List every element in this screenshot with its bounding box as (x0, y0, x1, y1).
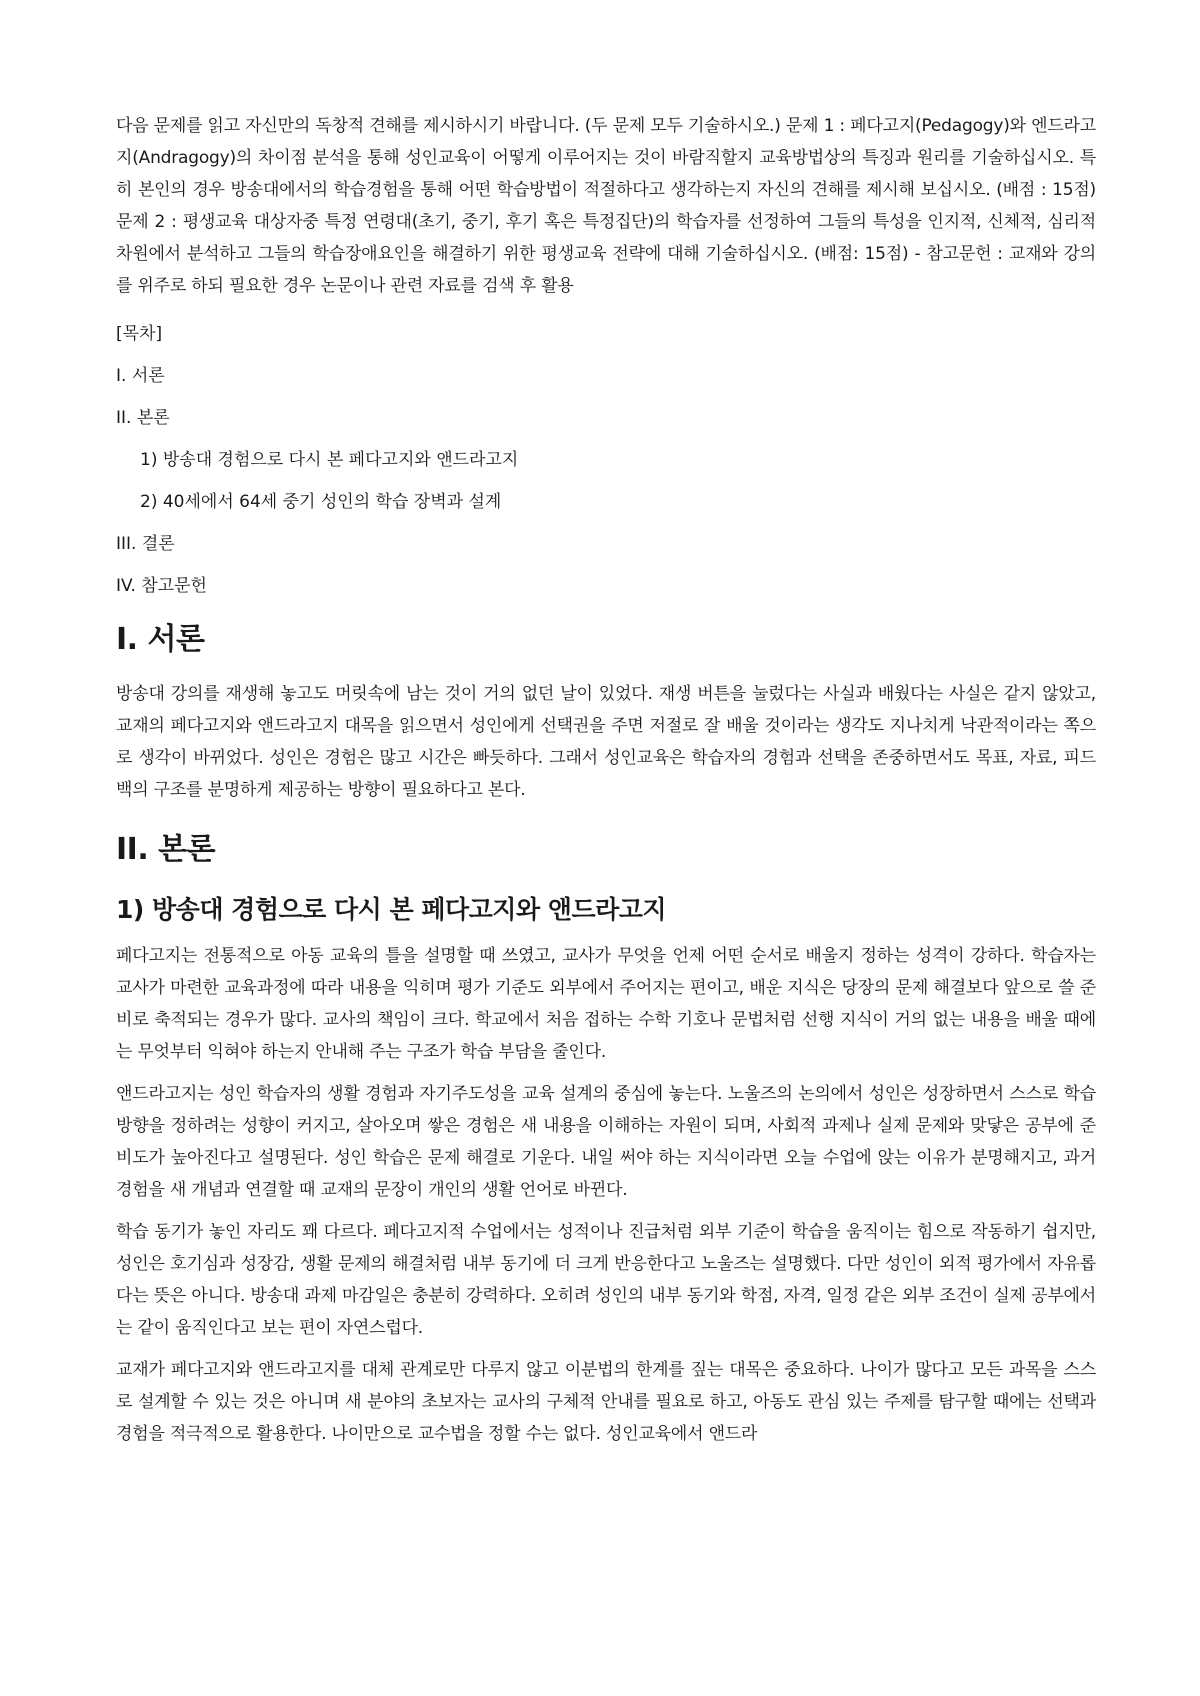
toc-item-conclusion: III. 결론 (116, 534, 175, 554)
toc-item-intro: I. 서론 (116, 366, 165, 386)
document-page (116, 110, 1096, 1450)
body-paragraph: 교재가 페다고지와 앤드라고지를 대체 관계로만 다루지 않고 이분법의 한계를 짚는 대목은 중요하다. 나이가 많다고 모든 과목을 스스로 설계할 수 있는 것은 아니며 새 분야의 초보자는 교사의 구체적 안내를 필요로 하고, 아동도 관심 있는 주제를 탐구할 때에는 선택과 경험을 적극적으로 활용한다. 나이만으로 교수법을 정할 수는 없다. 성인교육에서 앤드라 (116, 1360, 1096, 1444)
toc-heading: [목차] (116, 324, 163, 344)
body-paragraph: 앤드라고지는 성인 학습자의 생활 경험과 자기주도성을 교육 설계의 중심에 놓는다. 노울즈의 논의에서 성인은 성장하면서 스스로 학습 방향을 정하려는 성향이 커지고, 살아오며 쌓은 경험은 새 내용을 이해하는 자원이 되며, 사회적 과제나 실제 문제와 맞닿은 공부에 준비도가 높아진다고 설명된다. 성인 학습은 문제 해결로 기운다. 내일 써야 하는 지식이라면 오늘 수업에 앉는 이유가 분명해지고, 과거 경험을 새 개념과 연결할 때 교재의 문장이 개인의 생활 언어로 바뀐다. (116, 1084, 1096, 1200)
body-paragraph: 학습 동기가 놓인 자리도 꽤 다르다. 페다고지적 수업에서는 성적이나 진급처럼 외부 기준이 학습을 움직이는 힘으로 작동하기 쉽지만, 성인은 호기심과 성장감, 생활 문제의 해결처럼 내부 동기에 더 크게 반응한다고 노울즈는 설명했다. 다만 성인이 외적 평가에서 자유롭다는 뜻은 아니다. 방송대 과제 마감일은 충분히 강력하다. 오히려 성인의 내부 동기와 학점, 자격, 일정 같은 외부 조건이 실제 공부에서는 같이 움직인다고 보는 편이 자연스럽다. (116, 1222, 1096, 1338)
assignment-prompt: 다음 문제를 읽고 자신만의 독창적 견해를 제시하시기 바랍니다. (두 문제 모두 기술하시오.) 문제 1 : 페다고지(Pedagogy)와 엔드라고지(Andragogy)의 차이점 분석을 통해 성인교육이 어떻게 이루어지는 것이 바람직할지 교육방법상의 특징과 원리를 기술하십시오. 특히 본인의 경우 방송대에서의 학습경험을 통해 어떤 학습방법이 적절하다고 생각하는지 자신의 견해를 제시해 보십시오. (배점 : 15점) 문제 2 : 평생교육 대상자중 특정 연령대(초기, 중기, 후기 혹은 특정집단)의 학습자를 선정하여 그들의 특성을 인지적, 신체적, 심리적 차원에서 분석하고 그들의 학습장애요인을 해결하기 위한 평생교육 전략에 대해 기술하십시오. (배점: 15점) - 참고문헌 : 교재와 강의를 위주로 하되 필요한 경우 논문이나 관련 자료를 검색 후 활용 (116, 116, 1096, 296)
body-paragraph: 페다고지는 전통적으로 아동 교육의 틀을 설명할 때 쓰였고, 교사가 무엇을 언제 어떤 순서로 배울지 정하는 성격이 강하다. 학습자는 교사가 마련한 교육과정에 따라 내용을 익히며 평가 기준도 외부에서 주어지는 편이고, 배운 지식은 당장의 문제 해결보다 앞으로 쓸 준비로 축적되는 경우가 많다. 교사의 책임이 크다. 학교에서 처음 접하는 수학 기호나 문법처럼 선행 지식이 거의 없는 내용을 배울 때에는 무엇부터 익혀야 하는지 안내해 주는 구조가 학습 부담을 줄인다. (116, 946, 1096, 1062)
subsection-title-1: 1) 방송대 경험으로 다시 본 페다고지와 앤드라고지 (116, 895, 667, 924)
table-of-contents (116, 318, 1096, 602)
toc-item-body-2: 2) 40세에서 64세 중기 성인의 학습 장벽과 설계 (140, 492, 502, 512)
toc-item-references: IV. 참고문헌 (116, 576, 207, 596)
section-title-intro: I. 서론 (116, 622, 205, 657)
intro-paragraph: 방송대 강의를 재생해 놓고도 머릿속에 남는 것이 거의 없던 날이 있었다. 재생 버튼을 눌렀다는 사실과 배웠다는 사실은 같지 않았고, 교재의 페다고지와 앤드라고지 대목을 읽으면서 성인에게 선택권을 주면 저절로 잘 배울 것이라는 생각도 지나치게 낙관적이라는 쪽으로 생각이 바뀌었다. 성인은 경험은 많고 시간은 빠듯하다. 그래서 성인교육은 학습자의 경험과 선택을 존중하면서도 목표, 자료, 피드백의 구조를 분명하게 제공하는 방향이 필요하다고 본다. (116, 684, 1096, 800)
section-title-body: II. 본론 (116, 832, 216, 867)
toc-item-body: II. 본론 (116, 408, 170, 428)
toc-item-body-1: 1) 방송대 경험으로 다시 본 페다고지와 앤드라고지 (140, 450, 519, 470)
